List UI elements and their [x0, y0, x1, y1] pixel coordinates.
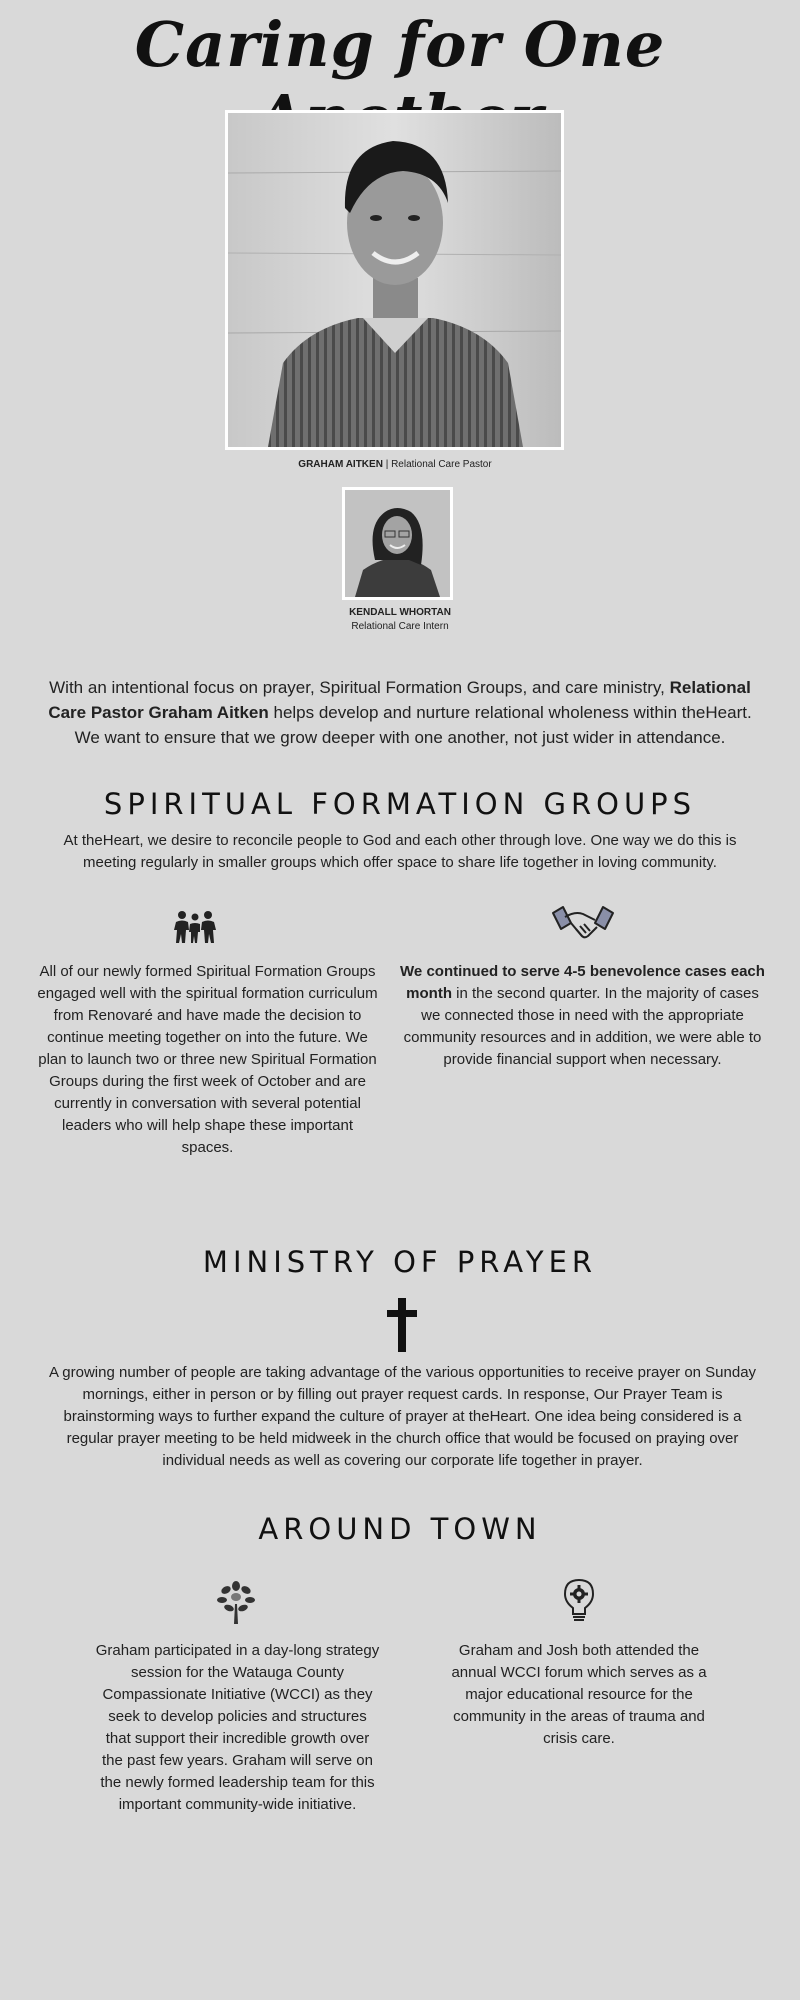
- cross-icon: [387, 1298, 417, 1352]
- portrait-kendall: [345, 490, 450, 597]
- staff-role-kendall: Relational Care Intern: [351, 621, 449, 632]
- portrait-graham: [228, 113, 561, 447]
- staff-caption-graham: [200, 458, 590, 472]
- heading-spiritual-formation: SPIRITUAL FORMATION GROUPS: [103, 787, 697, 821]
- people-group-icon: [173, 910, 217, 944]
- benevolence-highlight: We continued to serve 4-5 benevolence cases each month: [400, 963, 765, 1002]
- intro-text-2: helps develop and nurture relational wholeness within theHeart. We want to ensure that we grow deeper with one another, not just wider in attendance.: [74, 703, 752, 747]
- page-title: Caring for One: [134, 8, 666, 81]
- caption-separator: |: [382, 459, 392, 470]
- staff-name-kendall: KENDALL WHORTAN: [349, 607, 451, 618]
- staff-name-graham: GRAHAM AITKEN: [298, 459, 383, 470]
- heading-ministry-of-prayer: MINISTRY OF PRAYER: [202, 1245, 598, 1279]
- intro-text-bold: Relational Care Pastor Graham Aitken: [48, 678, 751, 722]
- heading-around-town: AROUND TOWN: [258, 1512, 542, 1546]
- lightbulb-gear-icon: [563, 1578, 595, 1624]
- staff-caption-kendall: [300, 606, 500, 634]
- staff-role-graham: Relational Care Pastor: [391, 459, 492, 470]
- spiritual-formation-left-text: All of our newly formed Spiritual Formation Groups engaged well with the spiritual formation curriculum from Renovaré and have made the decision to continue meeting together on into the future. We plan to launch two or three new Spiritual Formation Groups during the first week of October and are currently in conversation with several potential leaders who will help shape these important spaces.: [37, 963, 378, 1156]
- spiritual-formation-right-text: [400, 961, 765, 1071]
- intro-paragraph: [40, 675, 760, 750]
- around-town-left-text: Graham participated in a day-long strategy session for the Watauga County Compassionate Initiative (WCCI) as they seek to develop policies and structures that support their incredible growth over the past few years. Graham will serve on the newly formed leadership team for this important community-wide initiative.: [95, 1642, 380, 1813]
- tree-icon: [217, 1580, 255, 1624]
- benevolence-text: in the second quarter. In the majority of cases we connected those in need with the appropriate community resources and in addition, we were able to provide financial support when necessary.: [403, 985, 762, 1068]
- around-town-right-text: Graham and Josh both attended the annual WCCI forum which serves as a major educational resource for the community in the areas of trauma and crisis care.: [451, 1642, 707, 1747]
- intro-text-1: With an intentional focus on prayer, Spiritual Formation Groups, and care ministry,: [49, 678, 670, 697]
- staff-photo-graham: [225, 110, 564, 450]
- staff-photo-kendall: [342, 487, 453, 600]
- handshake-icon: [551, 905, 615, 945]
- spiritual-formation-subtitle: At theHeart, we desire to reconcile people to God and each other through love. One way we do this is meeting regularly in smaller groups which offer space to share life together in loving community.: [63, 832, 737, 871]
- prayer-text: A growing number of people are taking advantage of the various opportunities to receive prayer on Sunday mornings, either in person or by filling out prayer request cards. In response, Our Prayer Team is brainstorming ways to further expand the culture of prayer at theHeart. One idea being considered is a regular prayer meeting to be held midweek in the church office that would be focused on praying over individual needs as well as covering our corporate life together in prayer.: [48, 1364, 757, 1469]
